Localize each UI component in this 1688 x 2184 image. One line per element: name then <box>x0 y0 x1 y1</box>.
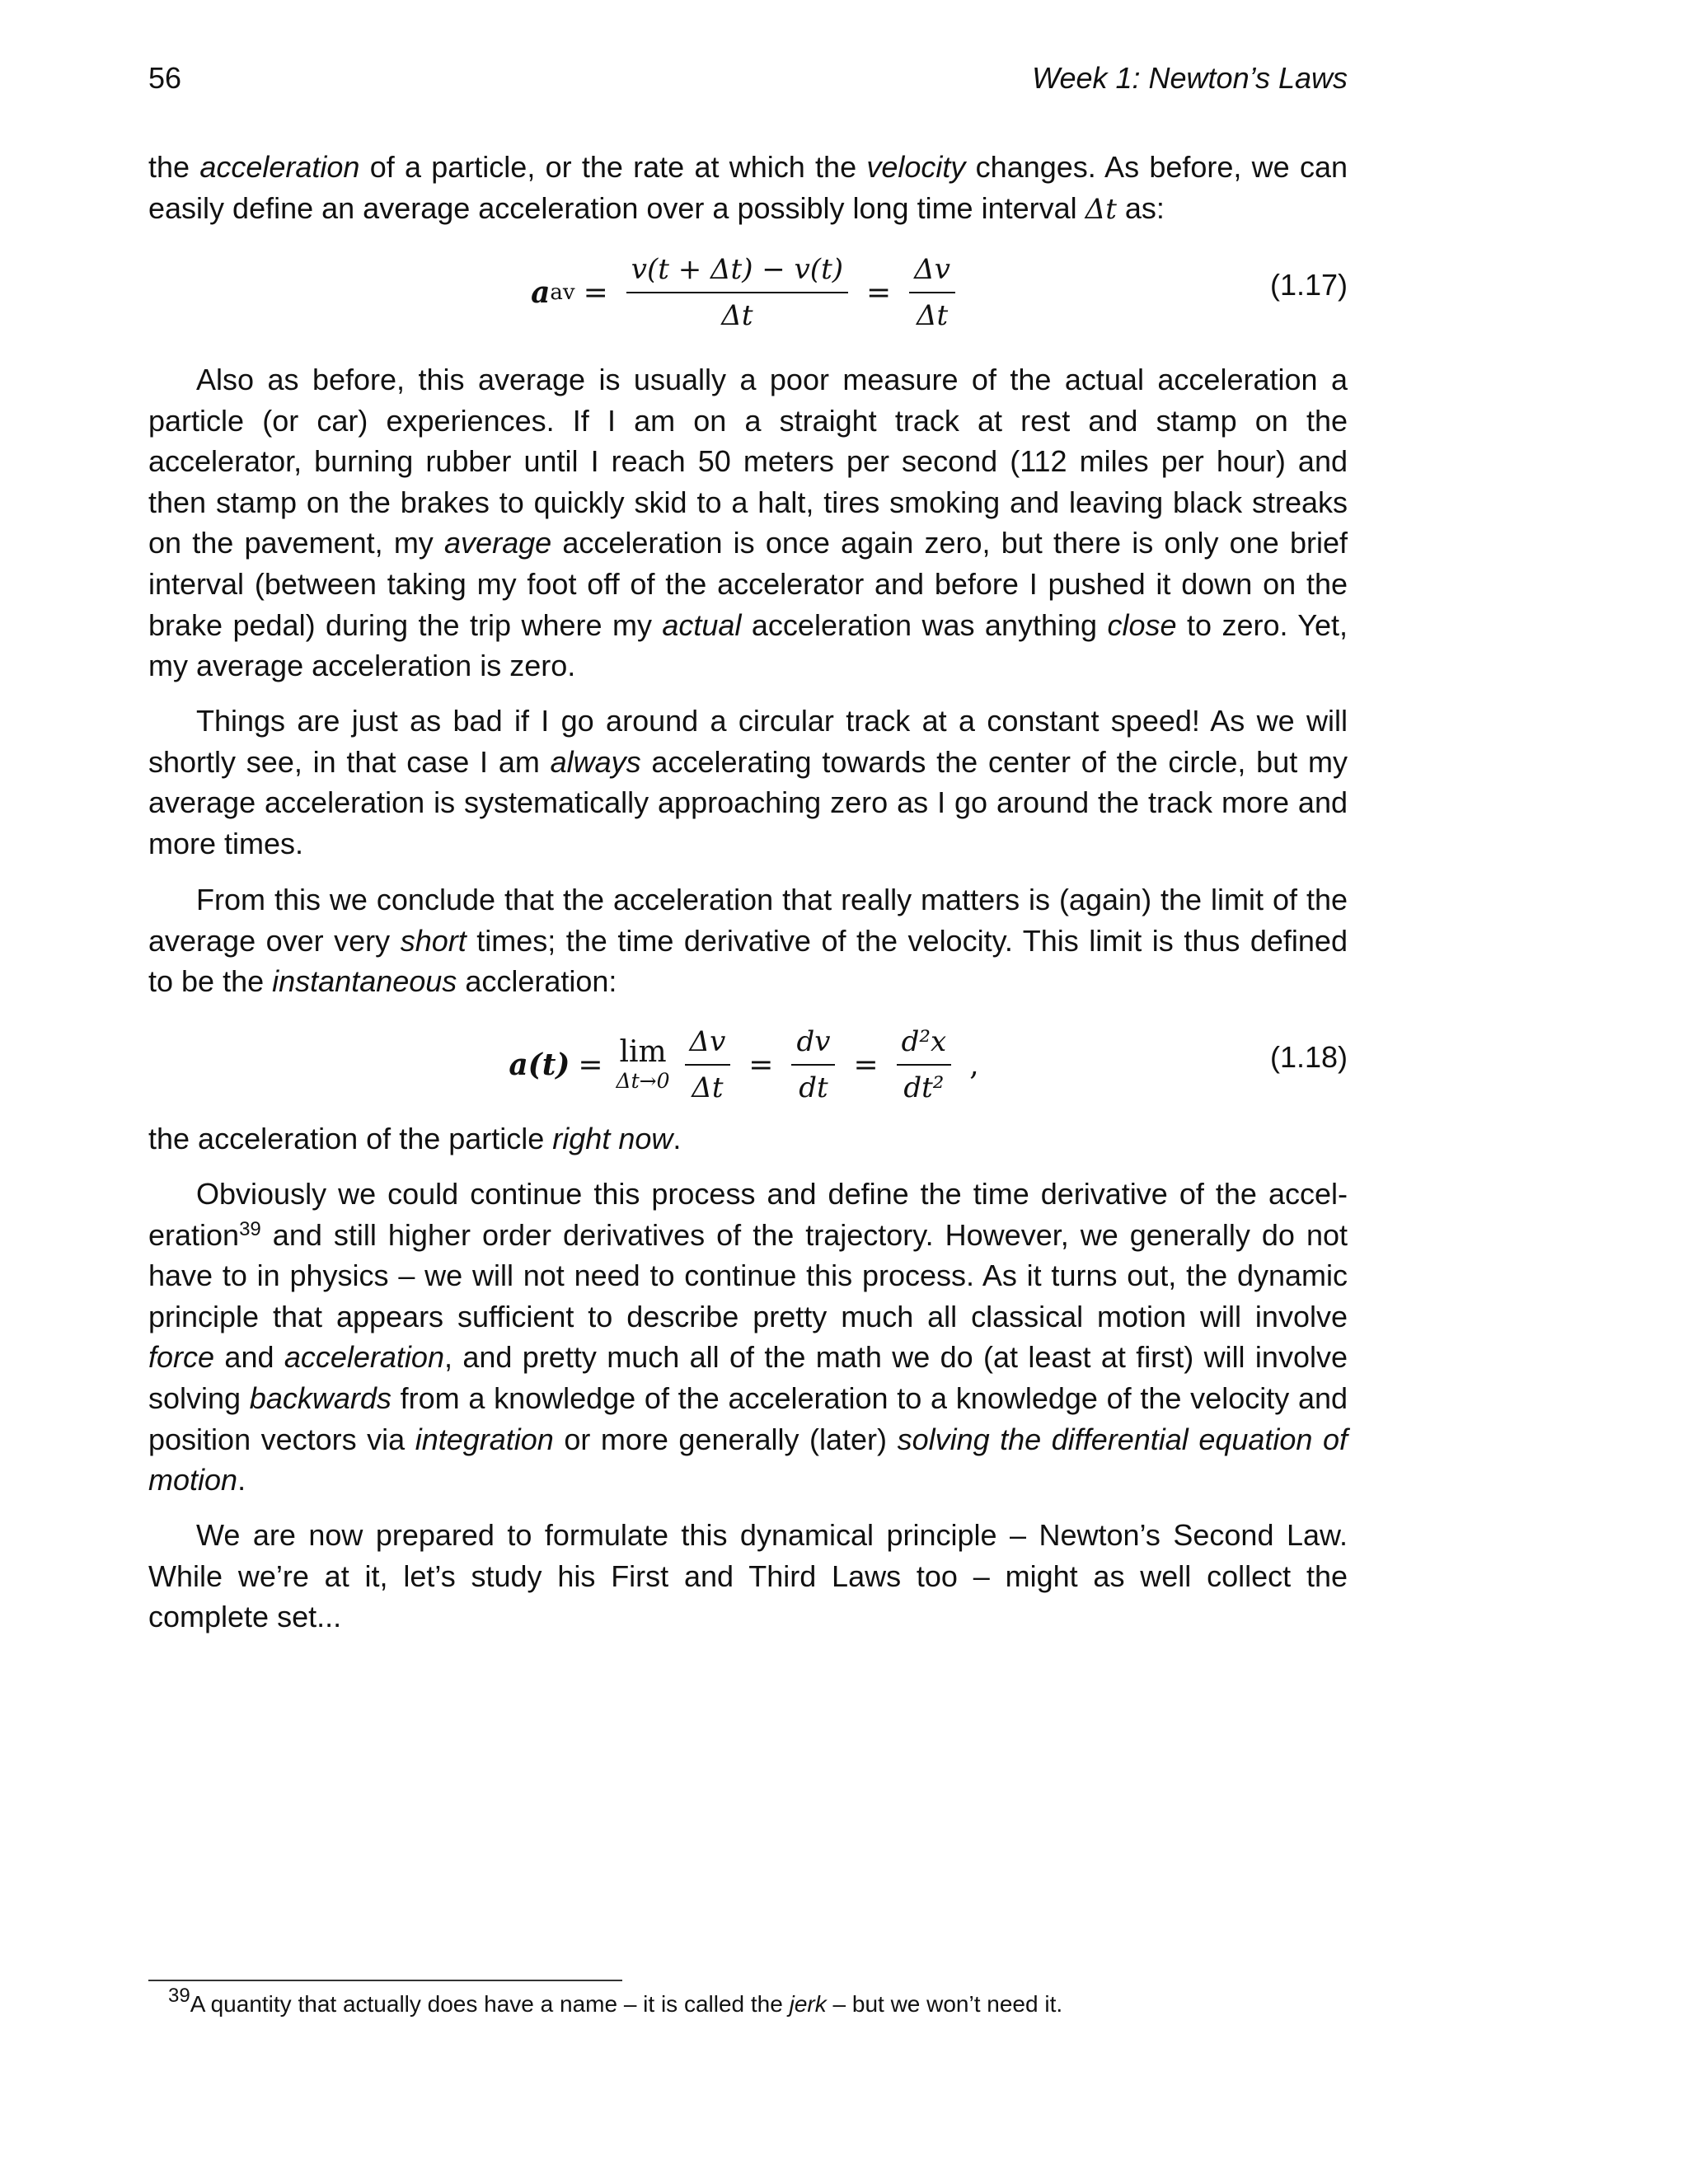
equation-1-denominator-2: Δt <box>916 299 949 332</box>
paragraph-7 <box>148 1515 1348 1638</box>
paragraph-1-math: Δt <box>1085 192 1117 226</box>
equation-1-numerator-2: Δv <box>909 251 955 293</box>
paragraph-4-text-1: From this we conclude that the acceleration that really matters is (again) the limit of the average over very <box>148 883 1348 958</box>
paragraph-4 <box>148 879 1348 1002</box>
limit-operator <box>617 1036 670 1094</box>
paragraph-1-emphasis-2: velocity <box>866 150 966 184</box>
paragraph-5-emphasis-1: right now <box>552 1122 673 1155</box>
footnote-39 <box>168 1985 1339 2019</box>
paragraph-6-text-5: from a knowledge of the acceleration to a knowledge of the velocity and position vectors via <box>148 1380 1348 1456</box>
paragraph-6-emphasis-2: acceleration <box>284 1340 444 1375</box>
paragraph-2-text-1: Also as before, this average is usually a poor measure of the actual acceleration a particle (or car) experiences. If I am on a straight track at rest and stamp on the accelerator, burning rubber until I reach 50 meters per second (112 miles per hour) and then stamp on the brakes to quickly skid to a halt, tires smoking and leaving black streaks on the pavement, my <box>148 363 1348 560</box>
equation-2-fraction-3 <box>897 1024 952 1106</box>
equation-1-numerator-1: v(t + Δt) − v(t) <box>626 251 848 293</box>
paragraph-4-emphasis-2: instantaneous <box>272 964 457 999</box>
paragraph-2-emphasis-2: actual <box>662 607 742 642</box>
paragraph-3 <box>148 701 1348 864</box>
footnote-text-1: A quantity that actually does have a name – it is called the <box>190 1991 790 2017</box>
paragraph-6-emphasis-1: force <box>148 1340 215 1375</box>
equation-2-denominator-2: dt <box>799 1071 828 1104</box>
equals-sign-1: = <box>583 275 608 310</box>
equals-sign-4: = <box>748 1047 774 1082</box>
paragraph-3-text-2: accelerating towards the center of the circle, but my average acceleration is systematically approaching zero as I go around the track more and more times. <box>148 744 1348 860</box>
paragraph-2-text-4: to zero. Yet, my average acceleration is zero. <box>148 607 1348 683</box>
paragraph-6-text-6: or more generally (later) <box>553 1422 898 1456</box>
paragraph-2-text-3: acceleration was anything <box>741 607 1108 642</box>
paragraph-1-text-2: of a particle, or the rate at which the <box>359 150 867 184</box>
equation-1-content <box>148 243 1348 342</box>
paragraph-6-text-4: , and pretty much all of the math we do (at least at first) will involve solving <box>148 1340 1348 1415</box>
equation-1-fraction-1 <box>626 251 848 334</box>
paragraph-7-text: We are now prepared to formulate this dynamical principle – Newton’s Second Law. While we’re at it, let’s study his First and Third Laws too – might as well collect the complete set... <box>148 1518 1348 1634</box>
footnote-divider <box>148 1980 622 1981</box>
equals-sign-3: = <box>578 1047 603 1082</box>
paragraph-1-text-3: changes. As before, we can easily define an average acceleration over a possibly long time interval <box>148 150 1348 225</box>
limit-word: lim <box>619 1035 667 1069</box>
page-number: 56 <box>148 61 182 95</box>
equation-number-1-17: (1.17) <box>1269 268 1348 302</box>
paragraph-3-text-1: Things are just as bad if I go around a circular track at a constant speed! As we will shortly see, in that case I am <box>148 704 1348 779</box>
paragraph-1 <box>148 147 1348 230</box>
footnote-emphasis-1: jerk <box>789 1991 827 2017</box>
equation-1-lhs-subscript: av <box>550 280 575 305</box>
equation-1-17 <box>148 243 1348 342</box>
equation-2-denominator-3: dt² <box>903 1071 945 1104</box>
equation-2-comma: , <box>969 1047 979 1082</box>
footnote-reference[interactable]: 39 <box>239 1217 261 1240</box>
equation-2-lhs: a(t) <box>509 1047 570 1082</box>
paragraph-5-text-1: the acceleration of the particle <box>148 1122 553 1155</box>
running-head: Week 1: Newton’s Laws <box>1032 61 1348 95</box>
paragraph-1-text-1: the <box>148 150 200 184</box>
paragraph-1-text-4: as: <box>1116 190 1165 225</box>
equation-2-fraction-2 <box>791 1024 835 1106</box>
paragraph-5-text-2: . <box>673 1122 682 1155</box>
paragraph-5 <box>148 1118 1348 1160</box>
paragraph-2-emphasis-1: average <box>444 526 552 560</box>
footnote-text-2: – but we won’t need it. <box>826 1991 1063 2017</box>
paragraph-6-text-2: and still higher order derivatives of the trajectory. However, we generally do not have to in physics – we will not need to continue this process. As it turns out, the dynamic principle that appears sufficient to describe pretty much all classical motion will involve <box>148 1217 1348 1333</box>
paragraph-4-emphasis-1: short <box>400 923 467 958</box>
paragraph-6-text-1: Obviously we could continue this process and define the time derivative of the accel-eration <box>148 1177 1348 1252</box>
equals-sign-5: = <box>853 1047 879 1082</box>
paragraph-6 <box>148 1174 1348 1501</box>
equation-1-fraction-2 <box>909 251 955 334</box>
limit-subscript: Δt→0 <box>616 1069 670 1093</box>
equation-2-denominator-1: Δt <box>692 1071 724 1104</box>
equation-2-numerator-3: d²x <box>897 1024 952 1066</box>
paragraph-6-text-7: . <box>237 1463 246 1497</box>
equation-2-content <box>148 1015 1348 1114</box>
paragraph-6-emphasis-3: backwards <box>249 1380 392 1415</box>
footnote-number: 39 <box>168 1985 190 2007</box>
paragraph-3-emphasis-1: always <box>550 744 641 779</box>
paragraph-2 <box>148 359 1348 687</box>
equation-2-fraction-1 <box>685 1024 731 1106</box>
page-header <box>148 61 1348 110</box>
equation-1-denominator-1: Δt <box>721 299 753 332</box>
equation-2-numerator-1: Δv <box>685 1024 731 1066</box>
paragraph-6-emphasis-4: integration <box>415 1422 554 1456</box>
equation-number-1-18: (1.18) <box>1269 1040 1348 1074</box>
paragraph-6-emphasis-5: solving the differential equation of motion <box>148 1422 1348 1497</box>
equation-2-numerator-2: dv <box>791 1024 835 1066</box>
paragraph-6-text-3: and <box>214 1340 284 1375</box>
equation-1-18 <box>148 1015 1348 1114</box>
paragraph-2-text-2: acceleration is once again zero, but there is only one brief interval (between taking my foot off of the accelerator and before I pushed it down on the brake pedal) during the trip where my <box>148 526 1348 642</box>
paragraph-1-emphasis-1: acceleration <box>199 150 360 184</box>
paragraph-2-emphasis-3: close <box>1107 607 1177 642</box>
equals-sign-2: = <box>866 275 892 310</box>
paragraph-4-text-2: times; the time derivative of the velocity. This limit is thus defined to be the <box>148 923 1348 999</box>
paragraph-4-text-3: accleration: <box>457 964 617 999</box>
equation-1-lhs: a <box>531 275 551 310</box>
